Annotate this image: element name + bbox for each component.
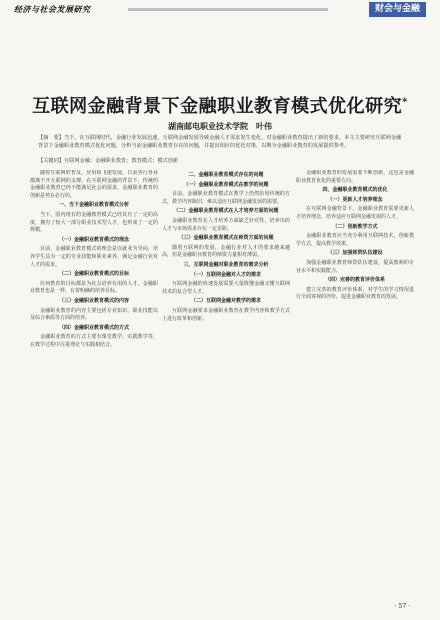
body-paragraph: 金融职业教育在人才培养方面缺乏针对性，培养出的人才与市场需求存在一定差距。 [162, 217, 290, 232]
section-heading: （一）金融职业教育模式的理念 [58, 236, 129, 243]
section-heading: （一）更新人才培养理念 [327, 196, 383, 203]
page-header [0, 0, 440, 22]
body-paragraph: 随着互联网的普及，应用和飞速发展，日前各行各业都离不开互联网的支撑。在互联网金融的背景下，传统的金融职业教育已经不能满足社会的需求，金融职业教育的创新是势在必行的。 [30, 170, 158, 199]
body-paragraph: 加强金融职业教育师资队伍建设，提高教师的专业水平和实践能力。 [296, 259, 414, 274]
body-paragraph: 随着互联网的发展，金融行业对人才的要求越来越高，但是金融职业教育的师资力量相对薄弱。 [162, 244, 290, 259]
section-heading: 四、金融职业教育模式的优化 [322, 187, 388, 194]
header-divider [128, 8, 328, 11]
section-heading: （四）金融职业教育模式的方式 [58, 324, 129, 331]
column-1 [30, 170, 158, 608]
section-heading: （三）金融职业教育模式在师资方面的问题 [178, 235, 274, 242]
section-badge: 财会与金融 [369, 2, 426, 17]
body-paragraph: 在互联网金融背景下，金融职业教育需要更新人才培养理念，培养适应互联网金融发展的人才。 [296, 206, 414, 220]
keywords: 【关键词】互联网金融；金融职业教育；教育模式；模式创新 [38, 158, 179, 164]
section-heading: （二）互联网金融对教学的需求 [190, 298, 261, 305]
body-paragraph: 任何教育的目标都是为社会培养有用的人才。金融职业教育也是一样，有着明确的培养目标。 [30, 280, 158, 295]
section-heading: （二）金融职业教育模式的目标 [58, 271, 129, 278]
body-paragraph: 当下，国内现有的金融教育模式已经具有了一定的高度，拥有了较大一部分职业技术型人才，也形成了一定的规模。 [30, 211, 158, 234]
body-paragraph: 目前，金融职业教育模式的理念是以就业为导向，培养学生具有一定的专业技能和职业素养，满足金融行业对人才的需求。 [30, 246, 158, 268]
author-line: 湖南邮电职业技术学院 叶伟 [168, 121, 272, 131]
section-heading: （一）互联网金融对人才的需求 [190, 271, 261, 278]
title-text: 互联网金融背景下金融职业教育模式优化研究 [32, 96, 403, 117]
abstract: 【摘 要】当下，在互联网时代，金融行业发展迅速，互联网金融发展导致金融人才需求发生变化，对金融职业教育提出了新的要求。本文主要研究互联网金融背景下金融职业教育模式优化问题，分析当前金融职业教育存在的问题，并提出相应的优化对策，以期为金融职业教育的发展提供参考。 [38, 135, 402, 149]
section-heading: （四）完善的教育评价体系 [324, 277, 385, 284]
section-heading: （三）加强师资队伍建设 [327, 250, 383, 257]
section-heading: （二）金融职业教育模式在人才培养方面的问题 [173, 208, 279, 215]
body-paragraph: 建立完善的教育评价体系，对学生的学习情况进行全面客观的评价，促进金融职业教育的发展。 [296, 286, 414, 301]
page-number: · 57 · [394, 603, 410, 610]
body-paragraph: 金融职业教育的方式主要有课堂教学、实践教学等，在教学过程中注重理论与实践相结合。 [30, 334, 158, 348]
section-heading: 二、金融职业教育模式存在的问题 [188, 172, 264, 178]
section-heading: 三、互联网金融对职业教育的需求分析 [183, 261, 269, 268]
journal-name: 经济与社会发展研究 [14, 4, 91, 14]
section-heading: （三）金融职业教育模式的内容 [58, 297, 129, 304]
body-paragraph: 金融职业教育的发展需要不断创新，这也是金融职业教育优化的重要方向。 [296, 170, 414, 184]
body-paragraph: 互联网金融要求金融职业教育在教学内容和教学方式上进行改革和创新。 [162, 307, 290, 322]
column-3 [296, 170, 414, 608]
title-footnote-mark: * [402, 97, 408, 108]
section-heading: （一）金融职业教育模式在教学的问题 [183, 181, 269, 188]
section-heading: 一、当下金融职业教育模式分析 [58, 202, 129, 209]
article-title [0, 92, 440, 118]
section-heading: （二）创新教学方式 [332, 223, 378, 230]
body-paragraph: 目前，金融职业教育模式在教学上仍然沿用传统的方式，教学内容陈旧，难以适应互联网金融发展的需要。 [162, 191, 290, 205]
column-2 [162, 170, 290, 608]
body-paragraph: 互联网金融的快速发展需要大量既懂金融又懂互联网技术的复合型人才。 [162, 281, 290, 295]
body-paragraph: 金融职业教育应当充分利用互联网技术，创新教学方式，提高教学效果。 [296, 233, 414, 247]
body-paragraph: 金融职业教育的内容主要包括专业知识、职业技能以及综合素质等方面的培养。 [30, 307, 158, 322]
